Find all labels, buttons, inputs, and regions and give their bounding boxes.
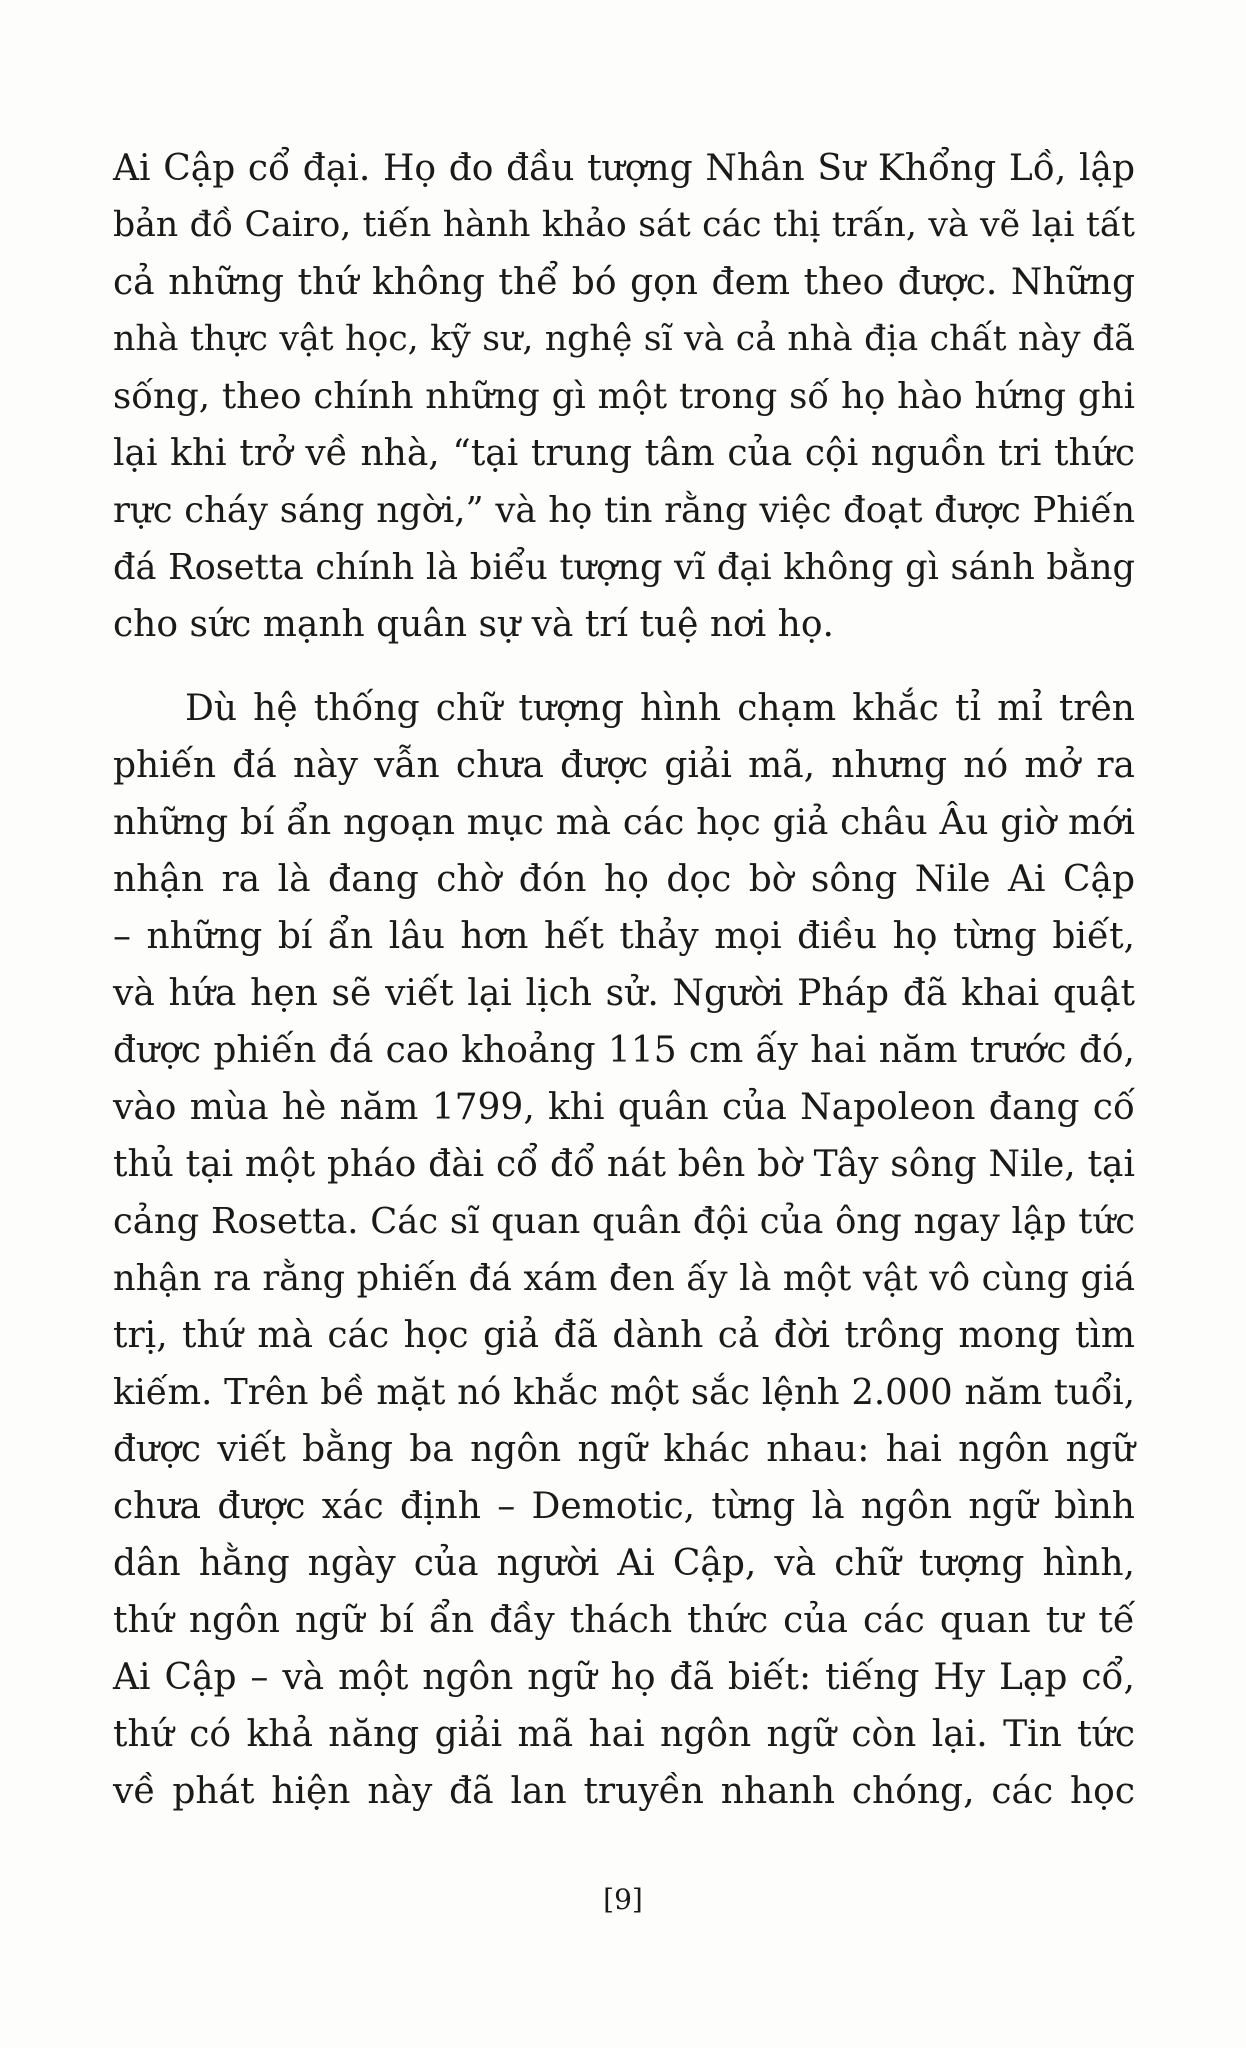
text-line: cảng Rosetta. Các sĩ quan quân đội của ông ngay lập tức bbox=[113, 1201, 1135, 1242]
text-line: cả những thứ không thể bó gọn đem theo được. Những bbox=[113, 262, 1135, 303]
text-line: thứ có khả năng giải mã hai ngôn ngữ còn lại. Tin tức bbox=[113, 1714, 1135, 1755]
text-line: – những bí ẩn lâu hơn hết thảy mọi điều họ từng biết, bbox=[113, 916, 1135, 957]
text-line: và hứa hẹn sẽ viết lại lịch sử. Người Pháp đã khai quật bbox=[113, 973, 1135, 1014]
text-line: kiếm. Trên bề mặt nó khắc một sắc lệnh 2.000 năm tuổi, bbox=[113, 1372, 1135, 1413]
text-line: được viết bằng ba ngôn ngữ khác nhau: hai ngôn ngữ bbox=[113, 1429, 1135, 1470]
text-line: trị, thứ mà các học giả đã dành cả đời trông mong tìm bbox=[113, 1315, 1135, 1356]
text-line: nhận ra là đang chờ đón họ dọc bờ sông Nile Ai Cập bbox=[113, 859, 1135, 900]
text-line: nhà thực vật học, kỹ sư, nghệ sĩ và cả nhà địa chất này đã bbox=[113, 319, 1135, 359]
text-line: lại khi trở về nhà, “tại trung tâm của cội nguồn tri thức bbox=[113, 433, 1135, 474]
text-line: thứ ngôn ngữ bí ẩn đầy thách thức của các quan tư tế bbox=[113, 1600, 1135, 1641]
text-line: thủ tại một pháo đài cổ đổ nát bên bờ Tây sông Nile, tại bbox=[113, 1144, 1135, 1185]
paragraph-1 bbox=[113, 140, 1135, 653]
text-line: dân hằng ngày của người Ai Cập, và chữ tượng hình, bbox=[113, 1543, 1135, 1584]
text-line: sống, theo chính những gì một trong số họ hào hứng ghi bbox=[113, 376, 1135, 417]
text-line: đá Rosetta chính là biểu tượng vĩ đại không gì sánh bằng bbox=[113, 547, 1135, 588]
text-line: cho sức mạnh quân sự và trí tuệ nơi họ. bbox=[113, 604, 834, 645]
text-line: những bí ẩn ngoạn mục mà các học giả châu Âu giờ mới bbox=[113, 802, 1135, 843]
text-line: Ai Cập cổ đại. Họ đo đầu tượng Nhân Sư Khổng Lồ, lập bbox=[113, 148, 1135, 189]
paragraph-2 bbox=[113, 680, 1135, 1820]
text-line: Dù hệ thống chữ tượng hình chạm khắc tỉ mỉ trên bbox=[185, 688, 1135, 729]
text-line: phiến đá này vẫn chưa được giải mã, nhưng nó mở ra bbox=[113, 745, 1135, 786]
text-line: được phiến đá cao khoảng 115 cm ấy hai năm trước đó, bbox=[113, 1030, 1135, 1071]
text-line: về phát hiện này đã lan truyền nhanh chóng, các học bbox=[113, 1771, 1135, 1812]
text-line: Ai Cập – và một ngôn ngữ họ đã biết: tiếng Hy Lạp cổ, bbox=[113, 1657, 1135, 1698]
text-line: vào mùa hè năm 1799, khi quân của Napoleon đang cố bbox=[113, 1087, 1135, 1128]
page-number: [9] bbox=[603, 1883, 643, 1916]
text-line: chưa được xác định – Demotic, từng là ngôn ngữ bình bbox=[113, 1486, 1135, 1527]
text-line: bản đồ Cairo, tiến hành khảo sát các thị trấn, và vẽ lại tất bbox=[113, 205, 1135, 245]
text-line: nhận ra rằng phiến đá xám đen ấy là một vật vô cùng giá bbox=[113, 1258, 1135, 1299]
text-line: rực cháy sáng ngời,” và họ tin rằng việc đoạt được Phiến bbox=[113, 490, 1135, 531]
